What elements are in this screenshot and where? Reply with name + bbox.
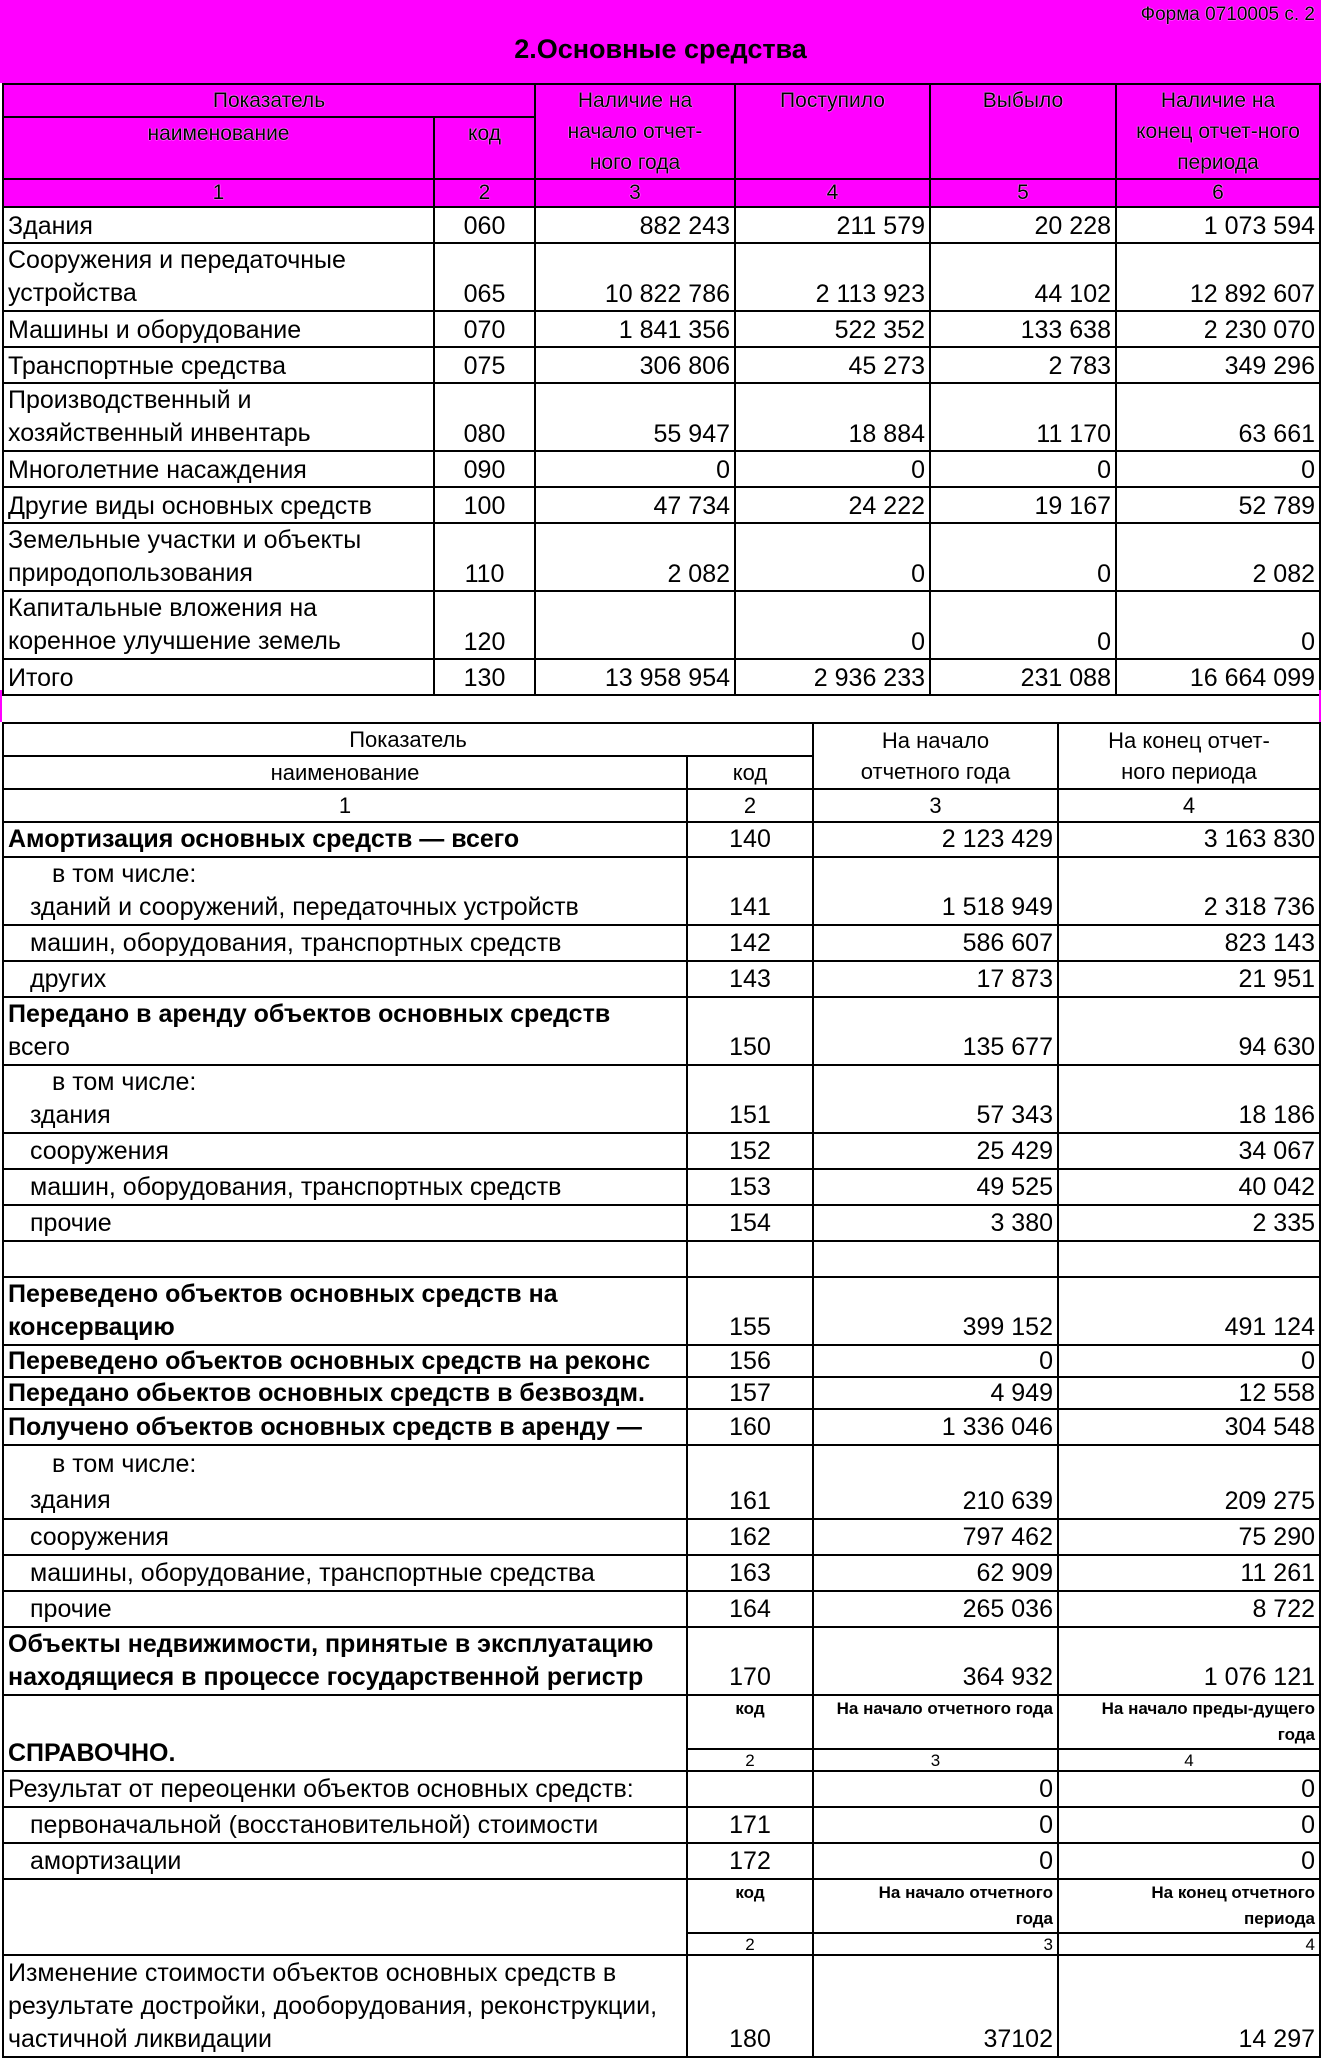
empty-cell bbox=[687, 1241, 813, 1277]
row-start: 62 909 bbox=[813, 1555, 1058, 1591]
row-code: 151 bbox=[687, 1065, 813, 1133]
col-number: 4 bbox=[735, 179, 930, 207]
chg-end-header: На конец отчетного периода bbox=[1058, 1879, 1320, 1933]
header-received: Поступило bbox=[735, 84, 930, 179]
ref-start-header: На начало отчетного года bbox=[813, 1695, 1058, 1749]
header-disposed: Выбыло bbox=[930, 84, 1116, 179]
row-name: в том числе: здания bbox=[3, 1445, 687, 1519]
fixed-asset-row bbox=[3, 347, 1320, 383]
row-start: 797 462 bbox=[813, 1519, 1058, 1555]
row-end: 94 630 bbox=[1058, 997, 1320, 1065]
row-name: в том числе: здания bbox=[3, 1065, 687, 1133]
row-code: 163 bbox=[687, 1555, 813, 1591]
row-disposed: 0 bbox=[930, 451, 1116, 487]
col-number: 2 bbox=[687, 789, 813, 822]
row-end: 18 186 bbox=[1058, 1065, 1320, 1133]
col-number: 1 bbox=[3, 179, 434, 207]
col-number: 4 bbox=[1058, 1749, 1320, 1771]
row-name: Переведено объектов основных средств на реконс bbox=[3, 1345, 687, 1377]
empty-cell bbox=[813, 1241, 1058, 1277]
row-disposed: 0 bbox=[930, 591, 1116, 659]
row-start: 135 677 bbox=[813, 997, 1058, 1065]
row-name: Итого bbox=[3, 659, 434, 695]
header-indicator: Показатель bbox=[3, 84, 535, 117]
row-code: 171 bbox=[687, 1807, 813, 1843]
row-end: 2 335 bbox=[1058, 1205, 1320, 1241]
row-name: Объекты недвижимости, принятые в эксплуатацию находящиеся в процессе государственной регистр bbox=[3, 1627, 687, 1695]
row-start: 1 841 356 bbox=[535, 311, 735, 347]
row-code: 162 bbox=[687, 1519, 813, 1555]
depreciation-table bbox=[2, 722, 1321, 2058]
subheading: в том числе: bbox=[52, 1450, 197, 1478]
row-received: 0 bbox=[735, 591, 930, 659]
row-name: Здания bbox=[3, 207, 434, 243]
section-separator bbox=[0, 690, 1321, 722]
row-end: 12 892 607 bbox=[1116, 243, 1320, 311]
row-code: 150 bbox=[687, 997, 813, 1065]
col-number: 2 bbox=[687, 1749, 813, 1771]
col-number: 5 bbox=[930, 179, 1116, 207]
row-end: 304 548 bbox=[1058, 1409, 1320, 1445]
row-start: 55 947 bbox=[535, 383, 735, 451]
row-start bbox=[535, 591, 735, 659]
fixed-asset-row bbox=[3, 591, 1320, 659]
row-code: 065 bbox=[434, 243, 535, 311]
ref-code-header: код bbox=[687, 1695, 813, 1749]
row-name: других bbox=[3, 961, 687, 997]
row-end: 0 bbox=[1116, 451, 1320, 487]
row-received: 522 352 bbox=[735, 311, 930, 347]
row-start: 399 152 bbox=[813, 1277, 1058, 1345]
row-name: Получено объектов основных средств в аренду — bbox=[3, 1409, 687, 1445]
row-code: 152 bbox=[687, 1133, 813, 1169]
row-code: 157 bbox=[687, 1377, 813, 1409]
row-end: 11 261 bbox=[1058, 1555, 1320, 1591]
t2-header-code: код bbox=[687, 756, 813, 789]
row-start: 3 380 bbox=[813, 1205, 1058, 1241]
fixed-asset-row bbox=[3, 383, 1320, 451]
fixed-asset-row bbox=[3, 523, 1320, 591]
header-start: Наличие на начало отчет-ного года bbox=[535, 84, 735, 179]
row-end: 12 558 bbox=[1058, 1377, 1320, 1409]
row-code: 142 bbox=[687, 925, 813, 961]
row-disposed: 0 bbox=[930, 523, 1116, 591]
row-name: прочие bbox=[3, 1591, 687, 1627]
row-name: Капитальные вложения на коренное улучшение земель bbox=[3, 591, 434, 659]
row-name: Многолетние насаждения bbox=[3, 451, 434, 487]
row-start: 0 bbox=[813, 1345, 1058, 1377]
row-disposed: 20 228 bbox=[930, 207, 1116, 243]
row-code: 120 bbox=[434, 591, 535, 659]
row-end: 75 290 bbox=[1058, 1519, 1320, 1555]
row-code: 160 bbox=[687, 1409, 813, 1445]
row-end: 2 318 736 bbox=[1058, 857, 1320, 925]
row-end: 0 bbox=[1058, 1771, 1320, 1807]
header-name: наименование bbox=[3, 117, 434, 179]
row-name: Транспортные средства bbox=[3, 347, 434, 383]
row-name: Передано обьектов основных средств в безвоздм. bbox=[3, 1377, 687, 1409]
row-end: 0 bbox=[1116, 591, 1320, 659]
row-code: 161 bbox=[687, 1445, 813, 1519]
title-band bbox=[0, 0, 1321, 83]
row-end: 2 082 bbox=[1116, 523, 1320, 591]
row-name: Машины и оборудование bbox=[3, 311, 434, 347]
fixed-asset-row bbox=[3, 311, 1320, 347]
row-received: 0 bbox=[735, 523, 930, 591]
row-end: 0 bbox=[1058, 1843, 1320, 1879]
row-name: первоначальной (восстановительной) стоимости bbox=[3, 1807, 687, 1843]
t2-header-start: На начало отчетного года bbox=[813, 723, 1058, 789]
row-end: 40 042 bbox=[1058, 1169, 1320, 1205]
row-name: сооружения bbox=[3, 1519, 687, 1555]
row-start: 10 822 786 bbox=[535, 243, 735, 311]
col-number: 3 bbox=[813, 1749, 1058, 1771]
row-code: 141 bbox=[687, 857, 813, 925]
row-code: 156 bbox=[687, 1345, 813, 1377]
row-end: 16 664 099 bbox=[1116, 659, 1320, 695]
row-name: Земельные участки и объекты природопользования bbox=[3, 523, 434, 591]
col-number: 2 bbox=[434, 179, 535, 207]
col-number: 3 bbox=[813, 1933, 1058, 1955]
row-end: 0 bbox=[1058, 1345, 1320, 1377]
fixed-assets-rows bbox=[3, 207, 1320, 695]
row-start: 0 bbox=[813, 1843, 1058, 1879]
row-received: 24 222 bbox=[735, 487, 930, 523]
row-code: 130 bbox=[434, 659, 535, 695]
row-end: 63 661 bbox=[1116, 383, 1320, 451]
row-end: 1 076 121 bbox=[1058, 1627, 1320, 1695]
row-start: 47 734 bbox=[535, 487, 735, 523]
row-name: сооружения bbox=[3, 1133, 687, 1169]
row-end: 2 230 070 bbox=[1116, 311, 1320, 347]
row-end: 349 296 bbox=[1116, 347, 1320, 383]
fixed-assets-table bbox=[2, 83, 1321, 696]
row-code: 140 bbox=[687, 822, 813, 857]
col-number: 2 bbox=[687, 1933, 813, 1955]
row-received: 2 936 233 bbox=[735, 659, 930, 695]
row-disposed: 44 102 bbox=[930, 243, 1116, 311]
row-start: 1 336 046 bbox=[813, 1409, 1058, 1445]
row-start: 306 806 bbox=[535, 347, 735, 383]
section-title: 2.Основные средства bbox=[514, 34, 807, 64]
row-name: амортизации bbox=[3, 1843, 687, 1879]
row-name: Изменение стоимости объектов основных средств в результате достройки, дооборудования, реконструкции, частичной ликвидации bbox=[3, 1955, 687, 2057]
row-start: 0 bbox=[813, 1807, 1058, 1843]
empty-cell bbox=[3, 1879, 687, 1955]
row-received: 211 579 bbox=[735, 207, 930, 243]
row-name: машин, оборудования, транспортных средств bbox=[3, 1169, 687, 1205]
row-code bbox=[687, 1771, 813, 1807]
subheading: в том числе: bbox=[52, 1068, 197, 1096]
row-name: прочие bbox=[3, 1205, 687, 1241]
fixed-asset-row bbox=[3, 487, 1320, 523]
row-start: 882 243 bbox=[535, 207, 735, 243]
row-name: машины, оборудование, транспортные средства bbox=[3, 1555, 687, 1591]
col-number: 1 bbox=[3, 789, 687, 822]
row-start: 2 123 429 bbox=[813, 822, 1058, 857]
row-code: 172 bbox=[687, 1843, 813, 1879]
row-code: 075 bbox=[434, 347, 535, 383]
header-end: Наличие на конец отчет-ного периода bbox=[1116, 84, 1320, 179]
col-number: 4 bbox=[1058, 1933, 1320, 1955]
row-start: 17 873 bbox=[813, 961, 1058, 997]
row-start: 0 bbox=[535, 451, 735, 487]
row-code: 080 bbox=[434, 383, 535, 451]
row-end: 209 275 bbox=[1058, 1445, 1320, 1519]
col-number: 4 bbox=[1058, 789, 1320, 822]
row-name: машин, оборудования, транспортных средств bbox=[3, 925, 687, 961]
row-end: 21 951 bbox=[1058, 961, 1320, 997]
row-disposed: 2 783 bbox=[930, 347, 1116, 383]
row-start: 49 525 bbox=[813, 1169, 1058, 1205]
row-code: 164 bbox=[687, 1591, 813, 1627]
row-end: 14 297 bbox=[1058, 1955, 1320, 2057]
fixed-asset-row bbox=[3, 243, 1320, 311]
row-name: Производственный и хозяйственный инвентарь bbox=[3, 383, 434, 451]
ref-prev-header: На начало преды-дущего года bbox=[1058, 1695, 1320, 1749]
row-end: 823 143 bbox=[1058, 925, 1320, 961]
row-start: 57 343 bbox=[813, 1065, 1058, 1133]
row-code: 143 bbox=[687, 961, 813, 997]
chg-start-header: На начало отчетного года bbox=[813, 1879, 1058, 1933]
empty-cell bbox=[1058, 1241, 1320, 1277]
row-code: 110 bbox=[434, 523, 535, 591]
row-end: 491 124 bbox=[1058, 1277, 1320, 1345]
fixed-asset-row bbox=[3, 207, 1320, 243]
empty-cell bbox=[3, 1241, 687, 1277]
row-end: 3 163 830 bbox=[1058, 822, 1320, 857]
t2-header-end: На конец отчет-ного периода bbox=[1058, 723, 1320, 789]
row-start: 0 bbox=[813, 1771, 1058, 1807]
row-code: 153 bbox=[687, 1169, 813, 1205]
row-name: Результат от переоценки объектов основных средств: bbox=[3, 1771, 687, 1807]
chg-code-header: код bbox=[687, 1879, 813, 1933]
row-end: 52 789 bbox=[1116, 487, 1320, 523]
row-name: Передано в аренду объектов основных средств всего bbox=[3, 997, 687, 1065]
row-start: 37102 bbox=[813, 1955, 1058, 2057]
row-code: 154 bbox=[687, 1205, 813, 1241]
row-code: 070 bbox=[434, 311, 535, 347]
row-disposed: 133 638 bbox=[930, 311, 1116, 347]
row-name: Переведено объектов основных средств на консервацию bbox=[3, 1277, 687, 1345]
row-received: 0 bbox=[735, 451, 930, 487]
reference-label: СПРАВОЧНО. bbox=[3, 1695, 687, 1771]
row-code: 060 bbox=[434, 207, 535, 243]
row-start: 1 518 949 bbox=[813, 857, 1058, 925]
row-disposed: 231 088 bbox=[930, 659, 1116, 695]
row-start: 586 607 bbox=[813, 925, 1058, 961]
subheading: в том числе: bbox=[52, 860, 197, 888]
col-number: 6 bbox=[1116, 179, 1320, 207]
row-code: 100 bbox=[434, 487, 535, 523]
row-disposed: 19 167 bbox=[930, 487, 1116, 523]
row-start: 2 082 bbox=[535, 523, 735, 591]
row-code: 155 bbox=[687, 1277, 813, 1345]
row-name: в том числе: зданий и сооружений, передаточных устройств bbox=[3, 857, 687, 925]
fixed-asset-row bbox=[3, 451, 1320, 487]
t2-header-name: наименование bbox=[3, 756, 687, 789]
col-number: 3 bbox=[813, 789, 1058, 822]
row-end: 1 073 594 bbox=[1116, 207, 1320, 243]
row-code: 170 bbox=[687, 1627, 813, 1695]
row-name: Амортизация основных средств — всего bbox=[3, 822, 687, 857]
row-start: 13 958 954 bbox=[535, 659, 735, 695]
row-code: 090 bbox=[434, 451, 535, 487]
row-received: 2 113 923 bbox=[735, 243, 930, 311]
row-end: 34 067 bbox=[1058, 1133, 1320, 1169]
row-received: 18 884 bbox=[735, 383, 930, 451]
form-code: Форма 0710005 с. 2 bbox=[1140, 4, 1315, 25]
row-start: 265 036 bbox=[813, 1591, 1058, 1627]
row-name: Другие виды основных средств bbox=[3, 487, 434, 523]
row-start: 4 949 bbox=[813, 1377, 1058, 1409]
col-number: 3 bbox=[535, 179, 735, 207]
row-end: 8 722 bbox=[1058, 1591, 1320, 1627]
t2-header-indicator: Показатель bbox=[3, 723, 813, 756]
row-end: 0 bbox=[1058, 1807, 1320, 1843]
row-code: 180 bbox=[687, 1955, 813, 2057]
row-name: Сооружения и передаточные устройства bbox=[3, 243, 434, 311]
row-start: 210 639 bbox=[813, 1445, 1058, 1519]
row-start: 25 429 bbox=[813, 1133, 1058, 1169]
row-disposed: 11 170 bbox=[930, 383, 1116, 451]
row-received: 45 273 bbox=[735, 347, 930, 383]
row-start: 364 932 bbox=[813, 1627, 1058, 1695]
header-code: код bbox=[434, 117, 535, 179]
